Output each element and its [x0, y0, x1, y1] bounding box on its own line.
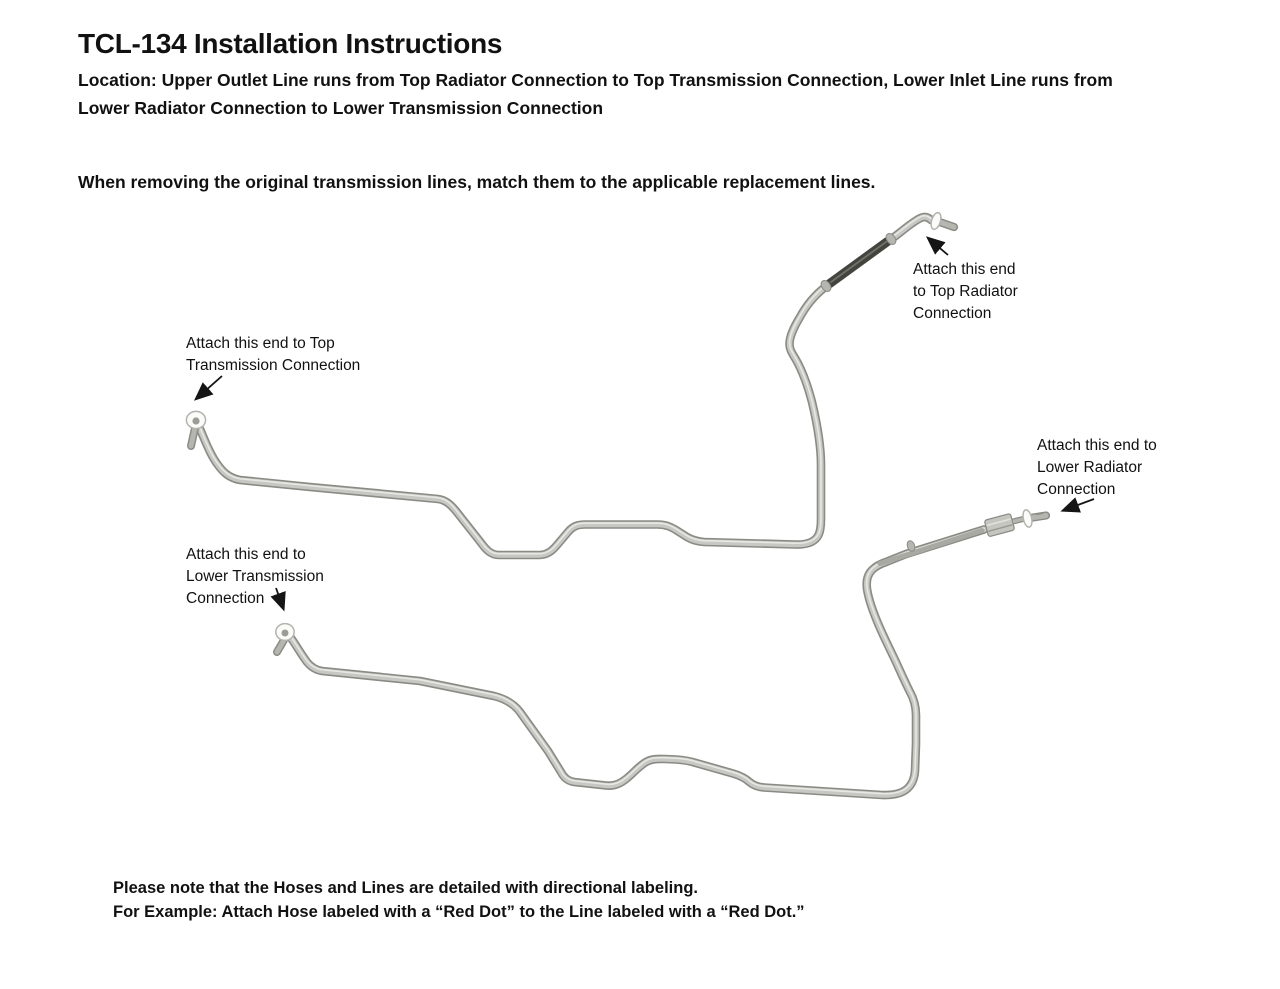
callout-line: Attach this end to: [1037, 437, 1157, 454]
callout-line: Attach this end to Top: [186, 335, 335, 352]
matching-instruction-text: When removing the original transmission lines, match them to the applicable replacement lines.: [78, 172, 876, 192]
callout-line: Transmission Connection: [186, 357, 361, 374]
arrow-to-top-transmission-connection: [196, 376, 222, 399]
lower-transmission-fitting: [276, 624, 294, 652]
location-text-line2: Lower Radiator Connection to Lower Transmission Connection: [78, 98, 604, 118]
callout-lower-transmission: [186, 544, 324, 610]
callout-line: Lower Radiator: [1037, 459, 1143, 476]
location-text-line1: Location: Upper Outlet Line runs from Top Radiator Connection to Top Transmission Connection, Lower Inlet Line runs from: [78, 70, 1113, 90]
callout-top-radiator: [913, 259, 1018, 325]
top-radiator-fitting: [929, 211, 954, 230]
upper-outlet-line: [186, 211, 954, 555]
directional-labeling-note-line1: Please note that the Hoses and Lines are detailed with directional labeling.: [113, 879, 698, 897]
lower-radiator-fitting: [984, 509, 1046, 537]
callout-line: Connection: [186, 590, 265, 607]
directional-labeling-note-line2: For Example: Attach Hose labeled with a “Red Dot” to the Line labeled with a “Red Dot.”: [113, 903, 805, 921]
callout-line: Connection: [1037, 481, 1116, 498]
callout-line: Attach this end to: [186, 546, 306, 563]
callout-line: to Top Radiator: [913, 283, 1018, 300]
callout-line: Attach this end: [913, 261, 1016, 278]
callout-line: Lower Transmission: [186, 568, 324, 585]
page-title: TCL-134 Installation Instructions: [78, 28, 503, 59]
callout-top-transmission: [186, 333, 360, 377]
callout-lower-radiator: [1037, 435, 1157, 501]
lower-line-metal-segment: [880, 531, 982, 564]
arrow-to-top-radiator-connection: [928, 238, 948, 255]
callout-line: Connection: [913, 305, 992, 322]
upper-line-braided-sleeve: [819, 232, 898, 294]
lower-inlet-line: [276, 509, 1046, 795]
